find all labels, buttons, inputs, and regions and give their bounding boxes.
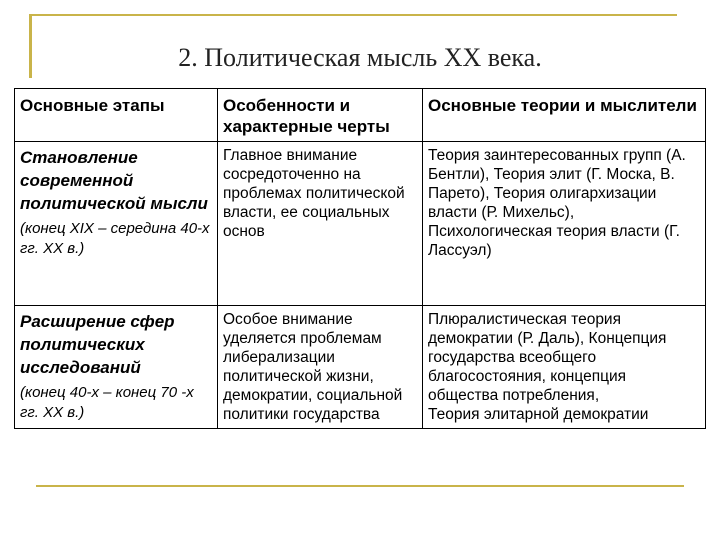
theories-cell xyxy=(423,306,706,429)
stage-period: (конец 40-х – конец 70 -х гг. XX в.) xyxy=(20,384,194,421)
stage-name: Расширение сфер политических исследований xyxy=(20,312,175,377)
theory-text: Теория заинтересованных групп (А. Бентли), Теория элит (Г. Моска, В. Парето), Теория олигархизации власти (Р. Михельс), xyxy=(428,147,686,221)
theory-text: Теория элитарной демократии xyxy=(428,406,649,423)
stage-period: (конец XIX – середина 40-х гг. XX в.) xyxy=(20,220,210,257)
table-header-row xyxy=(15,89,706,142)
header-stages: Основные этапы xyxy=(15,89,218,142)
header-theories: Основные теории и мыслители xyxy=(423,89,706,142)
table-row xyxy=(15,142,706,306)
stage-name: Становление современной политической мысли xyxy=(20,148,208,213)
theory-text: Психологическая теория власти (Г. Лассуэл) xyxy=(428,223,680,259)
table-row xyxy=(15,306,706,429)
theory-text: Плюралистическая теория демократии (Р. Даль), Концепция государства всеобщего благосостояния, концепция общества потребления, xyxy=(428,311,667,404)
content-table xyxy=(14,88,706,429)
stage-cell xyxy=(15,306,218,429)
stage-cell xyxy=(15,142,218,306)
theories-cell xyxy=(423,142,706,306)
features-cell: Главное внимание сосредоточенно на проблемах политической власти, ее социальных основ xyxy=(218,142,423,306)
header-features: Особенности и характерные черты xyxy=(218,89,423,142)
features-cell: Особое внимание уделяется проблемам либерализации политической жизни, демократии, социальной политики государства xyxy=(218,306,423,429)
decorative-bottom-line xyxy=(36,485,684,487)
decorative-top-line xyxy=(29,14,677,16)
slide-title: 2. Политическая мысль XX века. xyxy=(178,43,542,72)
